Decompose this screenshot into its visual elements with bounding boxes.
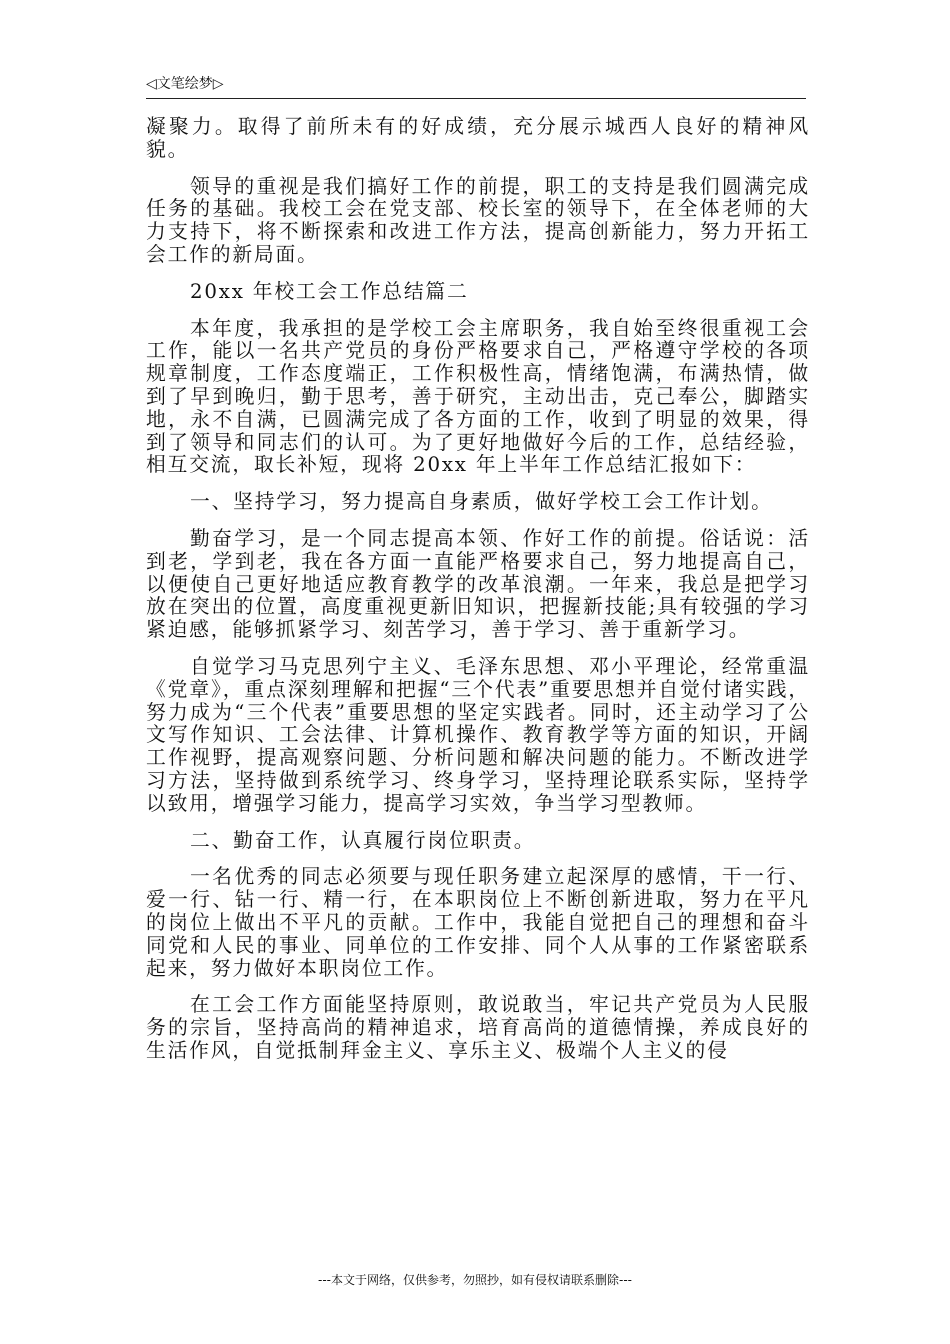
- paragraph: 领导的重视是我们搞好工作的前提，职工的支持是我们圆满完成任务的基础。我校工会在党支部、校长室的领导下，在全体老师的大力支持下，将不断探索和改进工作方法，提高创新能力，努力开拓工会工作的新局面。: [146, 174, 810, 266]
- paragraph: 一名优秀的同志必须要与现任职务建立起深厚的感情，干一行、爱一行、钻一行、精一行，在本职岗位上不断创新进取，努力在平凡的岗位上做出不平凡的贡献。工作中，我能自觉把自己的理想和奋斗同党和人民的事业、同单位的工作安排、同个人从事的工作紧密联系起来，努力做好本职岗位工作。: [146, 865, 810, 980]
- section-title: 20xx 年校工会工作总结篇二: [190, 279, 469, 303]
- document-body: [146, 116, 810, 1077]
- section-heading: 二、勤奋工作，认真履行岗位职责。: [190, 828, 536, 852]
- page-footer-disclaimer: ---本文于网络，仅供参考，勿照抄，如有侵权请联系删除---: [318, 1273, 632, 1287]
- paragraph: 自觉学习马克思列宁主义、毛泽东思想、邓小平理论，经常重温《党章》，重点深刻理解和把握“三个代表”重要思想并自觉付诸实践，努力成为“三个代表”重要思想的坚定实践者。同时，还主动学习了公文写作知识、工会法律、计算机操作、教育教学等方面的知识，开阔工作视野，提高观察问题、分析问题和解决问题的能力。不断改进学习方法，坚持做到系统学习、终身学习，坚持理论联系实际，坚持学以致用，增强学习能力，提高学习实效，争当学习型教师。: [146, 654, 810, 815]
- paragraph: 勤奋学习，是一个同志提高本领、作好工作的前提。俗话说：活到老，学到老，我在各方面一直能严格要求自己，努力地提高自己，以便使自己更好地适应教育教学的改革浪潮。一年来，我总是把学习放在突出的位置，高度重视更新旧知识，把握新技能;具有较强的学习紧迫感，能够抓紧学习、刻苦学习，善于学习、善于重新学习。: [146, 526, 810, 642]
- paragraph-continuation: 凝聚力。取得了前所未有的好成绩，充分展示城西人良好的精神风貌。: [146, 115, 810, 161]
- section-heading: 一、坚持学习，努力提高自身素质，做好学校工会工作计划。: [190, 490, 773, 514]
- paragraph: 在工会工作方面能坚持原则，敢说敢当，牢记共产党员为人民服务的宗旨，坚持高尚的精神追求，培育高尚的道德情操，养成良好的生活作风，自觉抵制拜金主义、享乐主义、极端个人主义的侵: [146, 993, 810, 1062]
- paragraph: 本年度，我承担的是学校工会主席职务，我自始至终很重视工会工作，能以一名共产党员的身份严格要求自己，严格遵守学校的各项规章制度，工作态度端正，工作积极性高，情绪饱满，布满热情，做到了早到晚归，勤于思考，善于研究，主动出击，克己奉公，脚踏实地，永不自满，已圆满完成了各方面的工作，收到了明显的效果，得到了领导和同志们的认可。为了更好地做好今后的工作，总结经验，相互交流，取长补短，现将 20xx 年上半年工作总结汇报如下：: [146, 316, 810, 477]
- header-logo-text: ◁文笔绘梦▷: [146, 76, 224, 92]
- page-header: [146, 74, 806, 99]
